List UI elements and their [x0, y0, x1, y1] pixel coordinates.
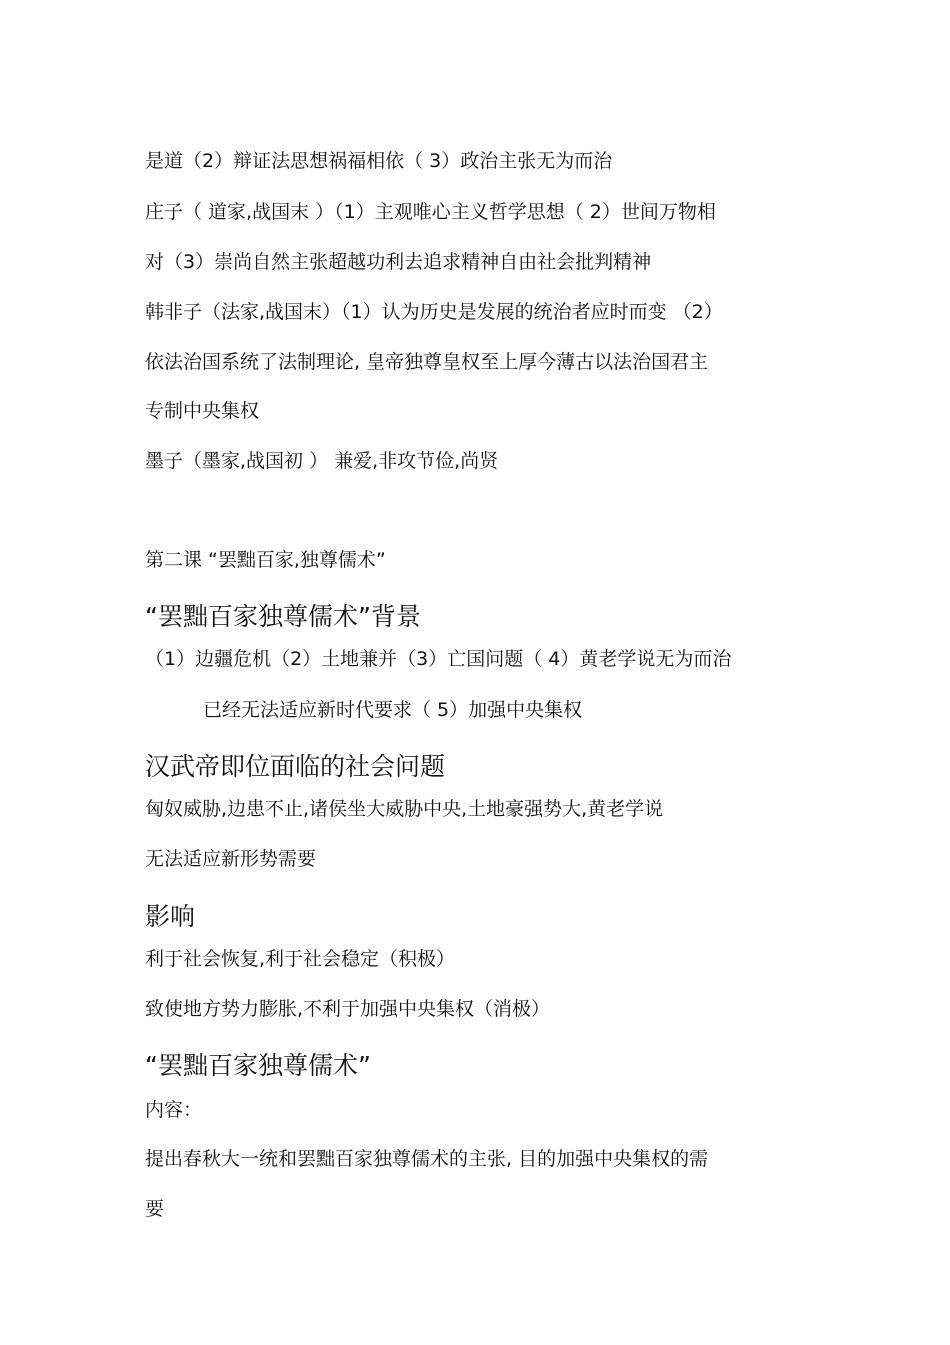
text-line: 依法治国系统了法制理论, 皇帝独尊皇权至上厚今薄古以法治国君主	[145, 351, 709, 373]
text-line: 庄子（ 道家,战国末 ）（1）主观唯心主义哲学思想（ 2）世间万物相	[145, 201, 716, 223]
text-line: 墨子（墨家,战国初 ） 兼爱,非攻节俭,尚贤	[145, 450, 499, 472]
text-line: 是道（2）辩证法思想祸福相依（ 3）政治主张无为而治	[145, 150, 613, 172]
text-line: 已经无法适应新时代要求（ 5）加强中央集权	[203, 699, 583, 721]
section-heading: “罢黜百家独尊儒术”背景	[145, 602, 421, 631]
text-line: （1）边疆危机（2）土地兼并（3）亡国问题（ 4）黄老学说无为而治	[145, 648, 732, 670]
text-line: 无法适应新形势需要	[145, 848, 317, 870]
text-line: 韩非子（法家,战国末）（1）认为历史是发展的统治者应时而变 （2）	[145, 301, 723, 323]
lesson-title: 第二课 “罢黜百家,独尊儒术”	[145, 549, 386, 571]
text-line: 利于社会恢复,利于社会稳定（积极）	[145, 948, 456, 970]
section-heading: “罢黜百家独尊儒术”	[145, 1051, 371, 1080]
text-line: 内容：	[145, 1099, 203, 1121]
text-line: 提出春秋大一统和罢黜百家独尊儒术的主张, 目的加强中央集权的需	[145, 1148, 709, 1170]
text-line: 要	[145, 1198, 165, 1220]
section-heading: 影响	[145, 902, 196, 931]
text-line: 致使地方势力膨胀,不利于加强中央集权（消极）	[145, 998, 551, 1020]
text-line: 对（3）崇尚自然主张超越功利去追求精神自由社会批判精神	[145, 251, 652, 273]
section-heading: 汉武帝即位面临的社会问题	[145, 752, 446, 781]
text-line: 匈奴威胁,边患不止,诸侯坐大威胁中央,土地豪强势大,黄老学说	[145, 798, 664, 820]
text-line: 专制中央集权	[145, 400, 260, 422]
